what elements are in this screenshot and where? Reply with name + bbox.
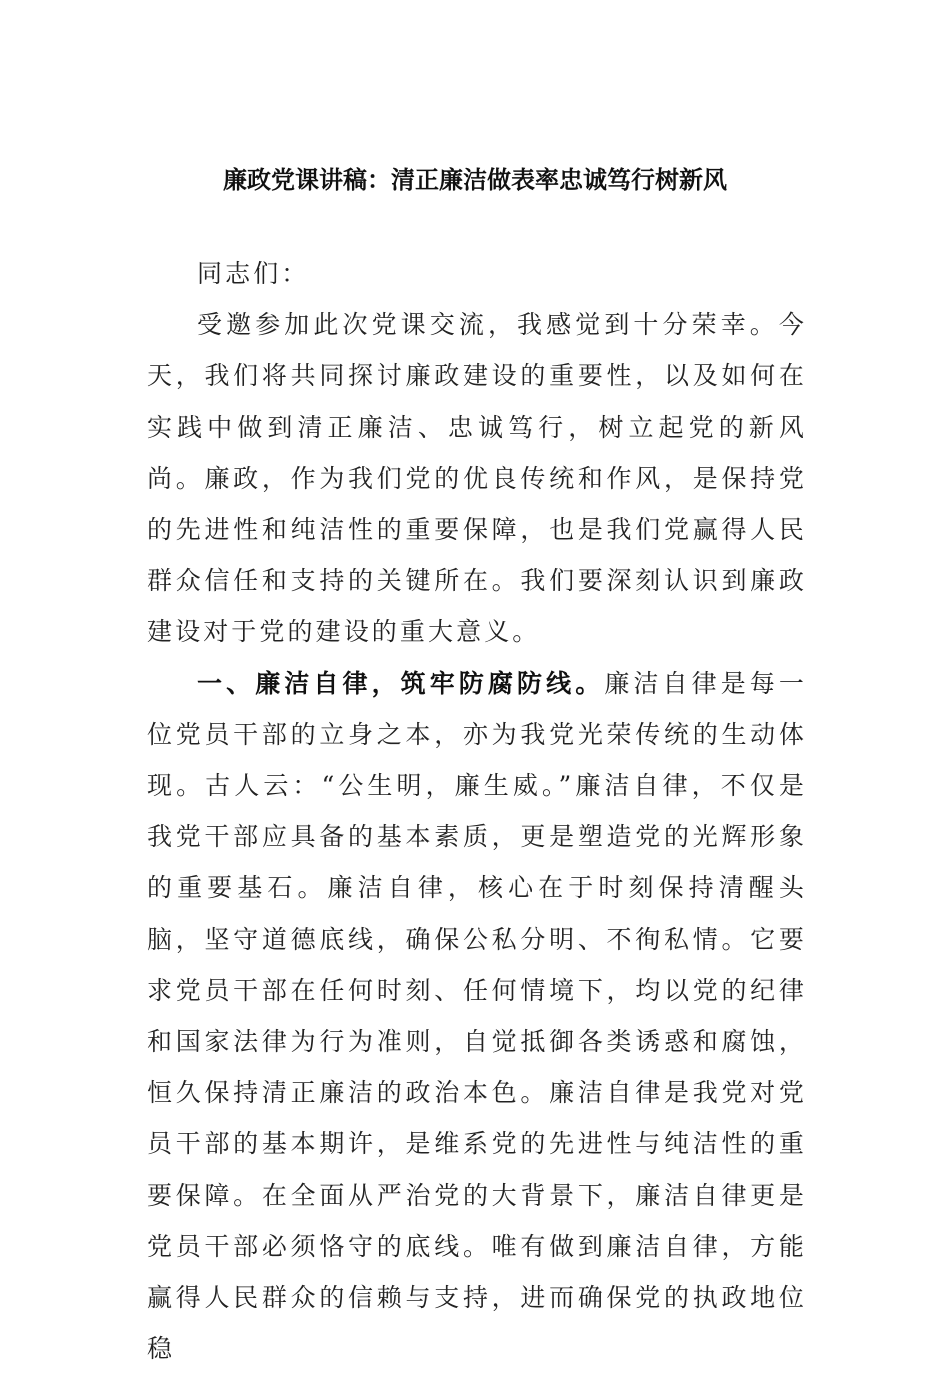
document-body [147, 248, 807, 1374]
section-1-paragraph [147, 658, 807, 1374]
section-1-heading: 一、廉洁自律，筑牢防腐防线。 [197, 668, 605, 698]
salutation: 同志们： [197, 259, 310, 288]
section-1-text: 廉洁自律是每一位党员干部的立身之本，亦为我党光荣传统的生动体现。古人云：“公生明，廉生威。”廉洁自律，不仅是我党干部应具备的基本素质，更是塑造党的光辉形象的重要基石。廉洁自律，核心在于时刻保持清醒头脑，坚守道德底线，确保公私分明、不徇私情。它要求党员干部在任何时刻、任何情境下，均以党的纪律和国家法律为行为准则，自觉抵御各类诱惑和腐蚀，恒久保持清正廉洁的政治本色。廉洁自律是我党对党员干部的基本期许，是维系党的先进性与纯洁性的重要保障。在全面从严治党的大背景下，廉洁自律更是党员干部必须恪守的底线。唯有做到廉洁自律，方能赢得人民群众的信赖与支持，进而确保党的执政地位稳 [147, 668, 807, 1364]
document-title: 廉政党课讲稿：清正廉洁做表率忠诚笃行树新风 [223, 165, 727, 194]
intro-paragraph: 受邀参加此次党课交流，我感觉到十分荣幸。今天，我们将共同探讨廉政建设的重要性，以及如何在实践中做到清正廉洁、忠诚笃行，树立起党的新风尚。廉政，作为我们党的优良传统和作风，是保持党的先进性和纯洁性的重要保障，也是我们党赢得人民群众信任和支持的关键所在。我们要深刻认识到廉政建设对于党的建设的重大意义。 [147, 310, 807, 647]
